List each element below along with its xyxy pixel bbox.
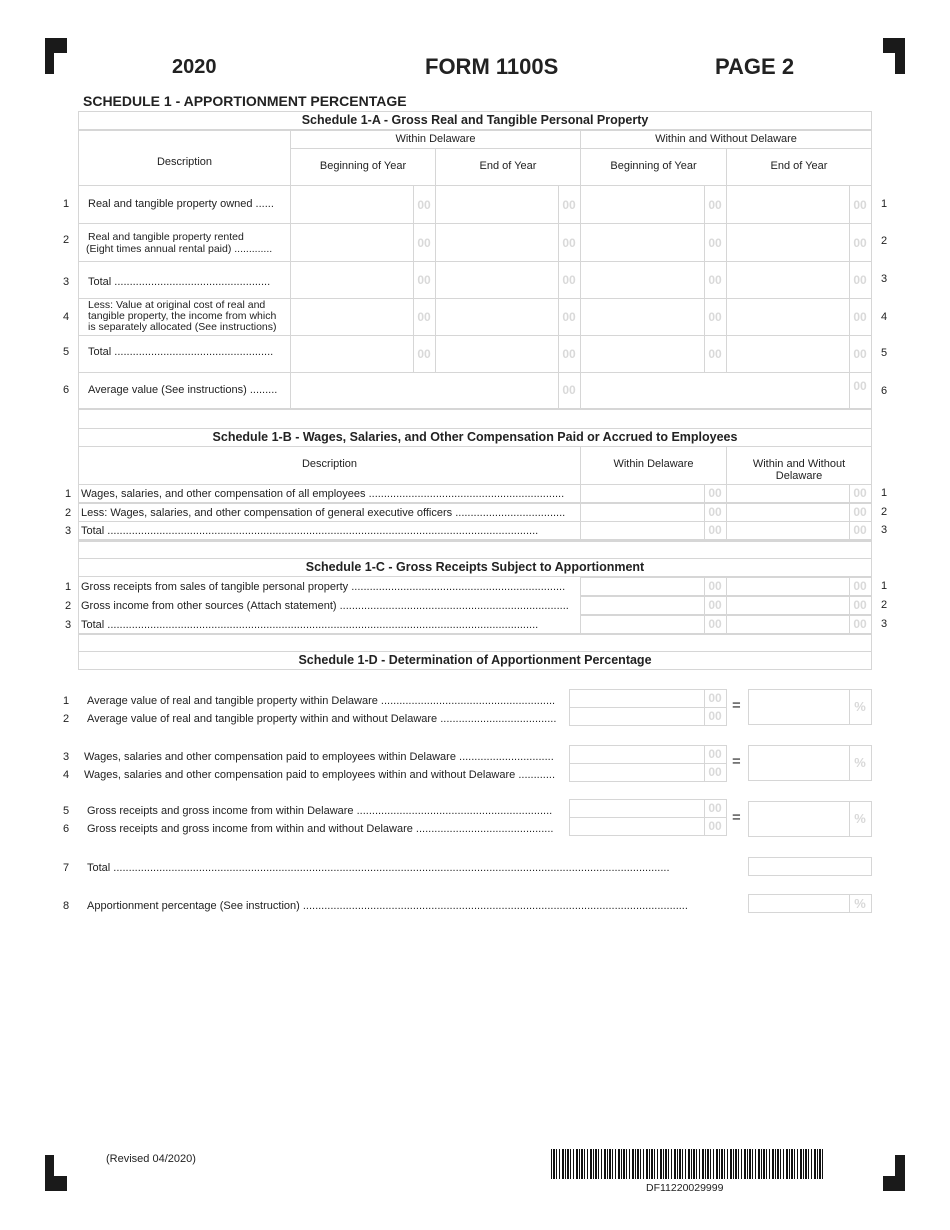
cents-placeholder: 00 xyxy=(562,383,576,397)
cents-placeholder: 00 xyxy=(708,310,722,324)
cents-placeholder: 00 xyxy=(708,819,722,833)
s1a-within-label: Within Delaware xyxy=(395,133,476,145)
cents-placeholder: 00 xyxy=(708,579,722,593)
cents-placeholder: 00 xyxy=(853,197,867,212)
s1a-line-number: 3 xyxy=(880,273,888,285)
s1b-line-number: 1 xyxy=(64,488,72,500)
equals-sign: = xyxy=(732,697,741,714)
s1a-line-text: Average value (See instructions) ......... xyxy=(88,384,278,396)
s1b-line-text: Total ............................................................................................................................................. xyxy=(81,525,539,537)
s1b-line-text: Less: Wages, salaries, and other compensation of general executive officers .................................... xyxy=(81,507,566,519)
s1b-title: Schedule 1-B - Wages, Salaries, and Other Compensation Paid or Accrued to Employees xyxy=(212,430,738,444)
s1d-line-text: Average value of real and tangible property within Delaware ......................................................... xyxy=(87,695,556,707)
cents-placeholder: 00 xyxy=(417,273,431,287)
s1d-line-text: Average value of real and tangible property within and without Delaware ...................................... xyxy=(87,713,557,725)
corner-mark-bottom-right xyxy=(883,1176,905,1191)
cents-placeholder: 00 xyxy=(708,505,722,519)
s1b-line-number: 3 xyxy=(880,524,888,536)
s1a-line-number: 6 xyxy=(880,385,888,397)
s1c-line-number: 1 xyxy=(64,581,72,593)
s1d-line-text: Wages, salaries and other compensation paid to employees within and without Delaware ............ xyxy=(84,769,556,781)
cents-placeholder: 00 xyxy=(853,379,867,393)
s1a-line-text: Real and tangible property rented xyxy=(88,231,244,243)
s1a-line-text: (Eight times annual rental paid) ............. xyxy=(86,243,273,255)
s1a-title: Schedule 1-A - Gross Real and Tangible Personal Property xyxy=(301,113,649,127)
s1a-desc-cell xyxy=(78,298,291,336)
s1a-desc-cell xyxy=(78,185,291,224)
s1d-line-text: Wages, salaries and other compensation paid to employees within Delaware ............................... xyxy=(84,751,554,763)
cents-placeholder: 00 xyxy=(708,273,722,287)
cents-placeholder: 00 xyxy=(417,347,431,361)
cents-placeholder: 00 xyxy=(708,235,722,250)
equals-sign: = xyxy=(732,753,741,770)
s1a-line-text: Total ................................................... xyxy=(88,276,271,288)
s1a-eoy-label: End of Year xyxy=(770,160,828,172)
s1a-desc-cell xyxy=(78,223,291,262)
s1a-line-text: Total .................................................... xyxy=(88,346,274,358)
s1a-boy-label: Beginning of Year xyxy=(610,160,697,172)
s1a-within-without-label: Within and Without Delaware xyxy=(655,133,797,145)
s1b-within-without-label: Within and Without Delaware xyxy=(752,458,846,482)
s1b-desc-cell xyxy=(78,503,581,522)
s1d-line-text: Gross receipts and gross income from within and without Delaware ............................................. xyxy=(87,823,554,835)
revision-date: (Revised 04/2020) xyxy=(106,1153,196,1165)
equals-sign: = xyxy=(732,809,741,826)
s1a-line-number: 2 xyxy=(880,235,888,247)
cents-placeholder: 00 xyxy=(853,486,867,500)
s1d-line-number: 1 xyxy=(62,695,70,707)
percent-placeholder: % xyxy=(854,896,866,911)
cents-placeholder: 00 xyxy=(708,765,722,779)
s1b-line-number: 3 xyxy=(64,525,72,537)
s1d-line-text: Apportionment percentage (See instruction) .............................................................................................................................. xyxy=(87,900,688,912)
s1a-line-text: tangible property, the income from which xyxy=(88,310,277,322)
form-title: FORM 1100S xyxy=(425,54,559,79)
s1d-line-number: 5 xyxy=(62,805,70,817)
s1a-boy-label: Beginning of Year xyxy=(319,160,407,172)
corner-mark-top-left xyxy=(45,38,67,53)
cents-placeholder: 00 xyxy=(853,310,867,324)
s1c-title: Schedule 1-C - Gross Receipts Subject to Apportionment xyxy=(305,560,645,574)
cents-placeholder: 00 xyxy=(562,310,576,324)
s1a-line-number: 1 xyxy=(62,198,70,210)
s1a-description-label: Description xyxy=(156,156,213,168)
s1b-desc-cell xyxy=(78,484,581,503)
cents-placeholder: 00 xyxy=(708,523,722,537)
s1d-line-text: Gross receipts and gross income from within Delaware ................................................................ xyxy=(87,805,553,817)
s1d-line-number: 4 xyxy=(62,769,70,781)
cents-placeholder: 00 xyxy=(708,598,722,612)
schedule-title: SCHEDULE 1 - APPORTIONMENT PERCENTAGE xyxy=(83,93,407,109)
s1c-line-number: 2 xyxy=(880,599,888,611)
s1d-line-text: Total ...................................................................................................................................................................................... xyxy=(87,862,670,874)
s1a-desc-cell xyxy=(78,261,291,299)
s1a-line-number: 3 xyxy=(62,276,70,288)
s1c-line-number: 3 xyxy=(880,618,888,630)
s1c-line-text: Gross income from other sources (Attach statement) ........................................................................... xyxy=(81,600,569,612)
s1a-line-number: 2 xyxy=(62,234,70,246)
cents-placeholder: 00 xyxy=(853,235,867,250)
cents-placeholder: 00 xyxy=(562,273,576,287)
s1b-desc-cell xyxy=(78,521,581,540)
s1c-line-number: 3 xyxy=(64,619,72,631)
cents-placeholder: 00 xyxy=(708,197,722,212)
s1d-line-number: 2 xyxy=(62,713,70,725)
s1a-line-number: 5 xyxy=(880,347,888,359)
s1d-line-number: 3 xyxy=(62,751,70,763)
s1d-total-field[interactable] xyxy=(748,857,872,876)
s1a-line-number: 1 xyxy=(880,198,888,210)
cents-placeholder: 00 xyxy=(708,801,722,815)
s1a-avg-within-without-field[interactable] xyxy=(580,372,872,409)
form-year: 2020 xyxy=(172,56,217,78)
s1b-line-text: Wages, salaries, and other compensation of all employees ................................................................ xyxy=(81,488,565,500)
s1b-within-label: Within Delaware xyxy=(613,458,694,470)
cents-placeholder: 00 xyxy=(708,691,722,705)
cents-placeholder: 00 xyxy=(853,579,867,593)
cents-placeholder: 00 xyxy=(708,709,722,723)
cents-placeholder: 00 xyxy=(853,523,867,537)
percent-placeholder: % xyxy=(854,699,866,714)
s1b-line-number: 2 xyxy=(880,506,888,518)
s1a-line-number: 5 xyxy=(62,346,70,358)
cents-placeholder: 00 xyxy=(708,486,722,500)
s1c-line-number: 2 xyxy=(64,600,72,612)
s1a-desc-cell xyxy=(78,335,291,373)
cents-placeholder: 00 xyxy=(562,197,576,212)
cents-placeholder: 00 xyxy=(853,273,867,287)
cents-placeholder: 00 xyxy=(562,347,576,361)
cents-placeholder: 00 xyxy=(562,235,576,250)
s1a-avg-within-field[interactable] xyxy=(290,372,581,409)
cents-placeholder: 00 xyxy=(853,347,867,361)
s1d-line-number: 8 xyxy=(62,900,70,912)
barcode-number: DF11220029999 xyxy=(646,1182,724,1194)
percent-placeholder: % xyxy=(854,811,866,826)
cents-placeholder: 00 xyxy=(417,197,431,212)
barcode xyxy=(551,1149,823,1179)
s1b-line-number: 2 xyxy=(64,507,72,519)
cents-placeholder: 00 xyxy=(708,617,722,631)
s1c-line-text: Gross receipts from sales of tangible personal property ...................................................................... xyxy=(81,581,566,593)
s1a-eoy-label: End of Year xyxy=(479,160,537,172)
cents-placeholder: 00 xyxy=(417,310,431,324)
s1a-line-text: Less: Value at original cost of real and xyxy=(88,299,266,311)
s1c-line-number: 1 xyxy=(880,580,888,592)
cents-placeholder: 00 xyxy=(853,505,867,519)
cents-placeholder: 00 xyxy=(853,617,867,631)
s1a-line-text: is separately allocated (See instructions) xyxy=(88,321,277,333)
cents-placeholder: 00 xyxy=(708,347,722,361)
s1a-line-number: 4 xyxy=(62,311,70,323)
cents-placeholder: 00 xyxy=(708,747,722,761)
corner-mark-bottom-left xyxy=(45,1176,67,1191)
corner-mark-top-right xyxy=(883,38,905,53)
s1a-line-text: Real and tangible property owned ...... xyxy=(88,198,274,210)
s1b-description-label: Description xyxy=(301,458,358,470)
s1b-line-number: 1 xyxy=(880,487,888,499)
s1a-line-number: 4 xyxy=(880,311,888,323)
s1a-line-number: 6 xyxy=(62,384,70,396)
s1d-line-number: 6 xyxy=(62,823,70,835)
s1d-line-number: 7 xyxy=(62,862,70,874)
cents-placeholder: 00 xyxy=(853,598,867,612)
s1c-line-text: Total ............................................................................................................................................. xyxy=(81,619,539,631)
page-number: PAGE 2 xyxy=(715,54,795,79)
percent-placeholder: % xyxy=(854,755,866,770)
s1d-title: Schedule 1-D - Determination of Apportionment Percentage xyxy=(298,653,652,667)
cents-placeholder: 00 xyxy=(417,235,431,250)
